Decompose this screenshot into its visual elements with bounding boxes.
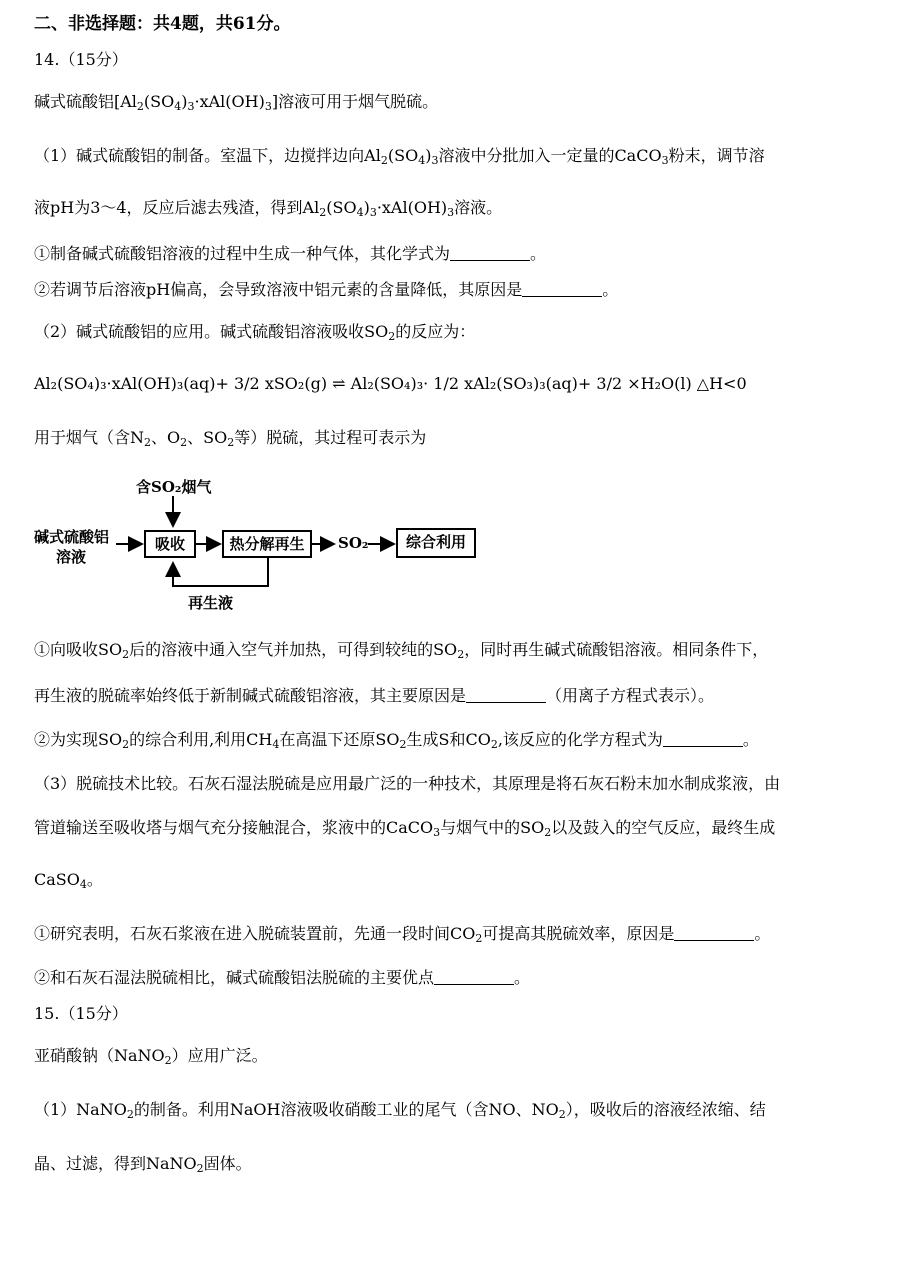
utilization-box: 综合利用 (396, 528, 476, 558)
q14-part3-question1: ①研究表明，石灰石浆液在进入脱硫装置前，先通一段时间$CO_2$可提高其脱硫效率，原因是 。 (34, 924, 771, 945)
answer-blank[interactable] (466, 688, 546, 703)
q14-intro: 碱式硫酸铝$[Al_2(SO_4)_3\cdot xAl(OH)_3]$溶液可用于烟气脱硫。 (34, 92, 439, 113)
regeneration-box: 热分解再生 (222, 530, 312, 558)
q14-part3-line2: 管道输送至吸收塔与烟气充分接触混合，浆液中的CaCO$_3$与烟气中的$SO_2$以及鼓入的空气反应，最终生成 (34, 818, 776, 839)
flue-gas-label: 含SO₂烟气 (136, 478, 212, 496)
question-14-number: 14.（15分） (34, 50, 128, 69)
so2-label: SO₂ (338, 534, 369, 552)
q14-part2-line2: 用于烟气（含$N_2$、$O_2$、$SO_2$等）脱硫，其过程可表示为 (34, 428, 427, 449)
q14-part2-question1-line2: 再生液的脱硫率始终低于新制碱式硫酸铝溶液，其主要原因是 （用离子方程式表示）。 (34, 686, 715, 705)
answer-blank[interactable] (450, 246, 530, 261)
q14-part2-question2: ②为实现$SO_2$的综合利用,利用$CH_4$在高温下还原$SO_2$生成S和$CO_2$,该反应的化学方程式为 。 (34, 730, 759, 751)
answer-blank[interactable] (674, 926, 754, 941)
section-title: 二、非选择题：共4题，共61分。 (34, 14, 291, 34)
q14-part2-question1-line1: ①向吸收$SO_2$后的溶液中通入空气并加热，可得到较纯的$SO_2$，同时再生碱式硫酸铝溶液。相同条件下， (34, 640, 769, 661)
question-15-number: 15.（15分） (34, 1004, 128, 1023)
q14-equation: Al₂(SO₄)₃·xAl(OH)₃(aq)+ 3/2 xSO₂(g) ⇌ Al₂(SO₄)₃· 1/2 xAl₂(SO₃)₃(aq)+ 3/2 ×H₂O(l) △H<0 (34, 374, 747, 393)
q15-intro: 亚硝酸钠（NaNO$_2$）应用广泛。 (34, 1046, 268, 1067)
regenerated-liquid-label: 再生液 (188, 594, 234, 612)
q14-part1-line2: 液pH为3～4，反应后滤去残渣，得到$Al_2(SO_4)_3\cdot xAl(OH)_3$溶液。 (34, 198, 503, 219)
answer-blank[interactable] (434, 970, 514, 985)
q14-part1-question2: ②若调节后溶液pH偏高，会导致溶液中铝元素的含量降低，其原因是 。 (34, 280, 619, 299)
desulfurization-flow-diagram (30, 470, 490, 620)
answer-blank[interactable] (522, 282, 602, 297)
q14-part3-line3: CaSO$_4$。 (34, 870, 103, 891)
q14-part1-question1: ①制备碱式硫酸铝溶液的过程中生成一种气体，其化学式为 。 (34, 244, 547, 263)
reagent-label: 碱式硫酸铝 (34, 528, 110, 546)
q14-part2-intro: （2）碱式硫酸铝的应用。碱式硫酸铝溶液吸收$SO_2$的反应为： (34, 322, 476, 343)
q15-part1-line2: 晶、过滤，得到NaNO$_2$固体。 (34, 1154, 252, 1175)
q14-part1-line1: （1）碱式硫酸铝的制备。室温下，边搅拌边向$Al_2(SO_4)_3$溶液中分批加入一定量的CaCO$_3$粉末，调节溶 (34, 146, 765, 167)
q14-part3-line1: （3）脱硫技术比较。石灰石湿法脱硫是应用最广泛的一种技术，其原理是将石灰石粉末加水制成浆液，由 (34, 774, 781, 793)
q14-part3-question2: ②和石灰石湿法脱硫相比，碱式硫酸铝法脱硫的主要优点 。 (34, 968, 531, 987)
reagent-label-2: 溶液 (56, 548, 87, 566)
q15-part1-line1: （1）NaNO$_2$的制备。利用NaOH溶液吸收硝酸工业的尾气（含NO、$NO_2$），吸收后的溶液经浓缩、结 (34, 1100, 766, 1121)
absorb-box: 吸收 (144, 530, 196, 558)
answer-blank[interactable] (663, 732, 743, 747)
